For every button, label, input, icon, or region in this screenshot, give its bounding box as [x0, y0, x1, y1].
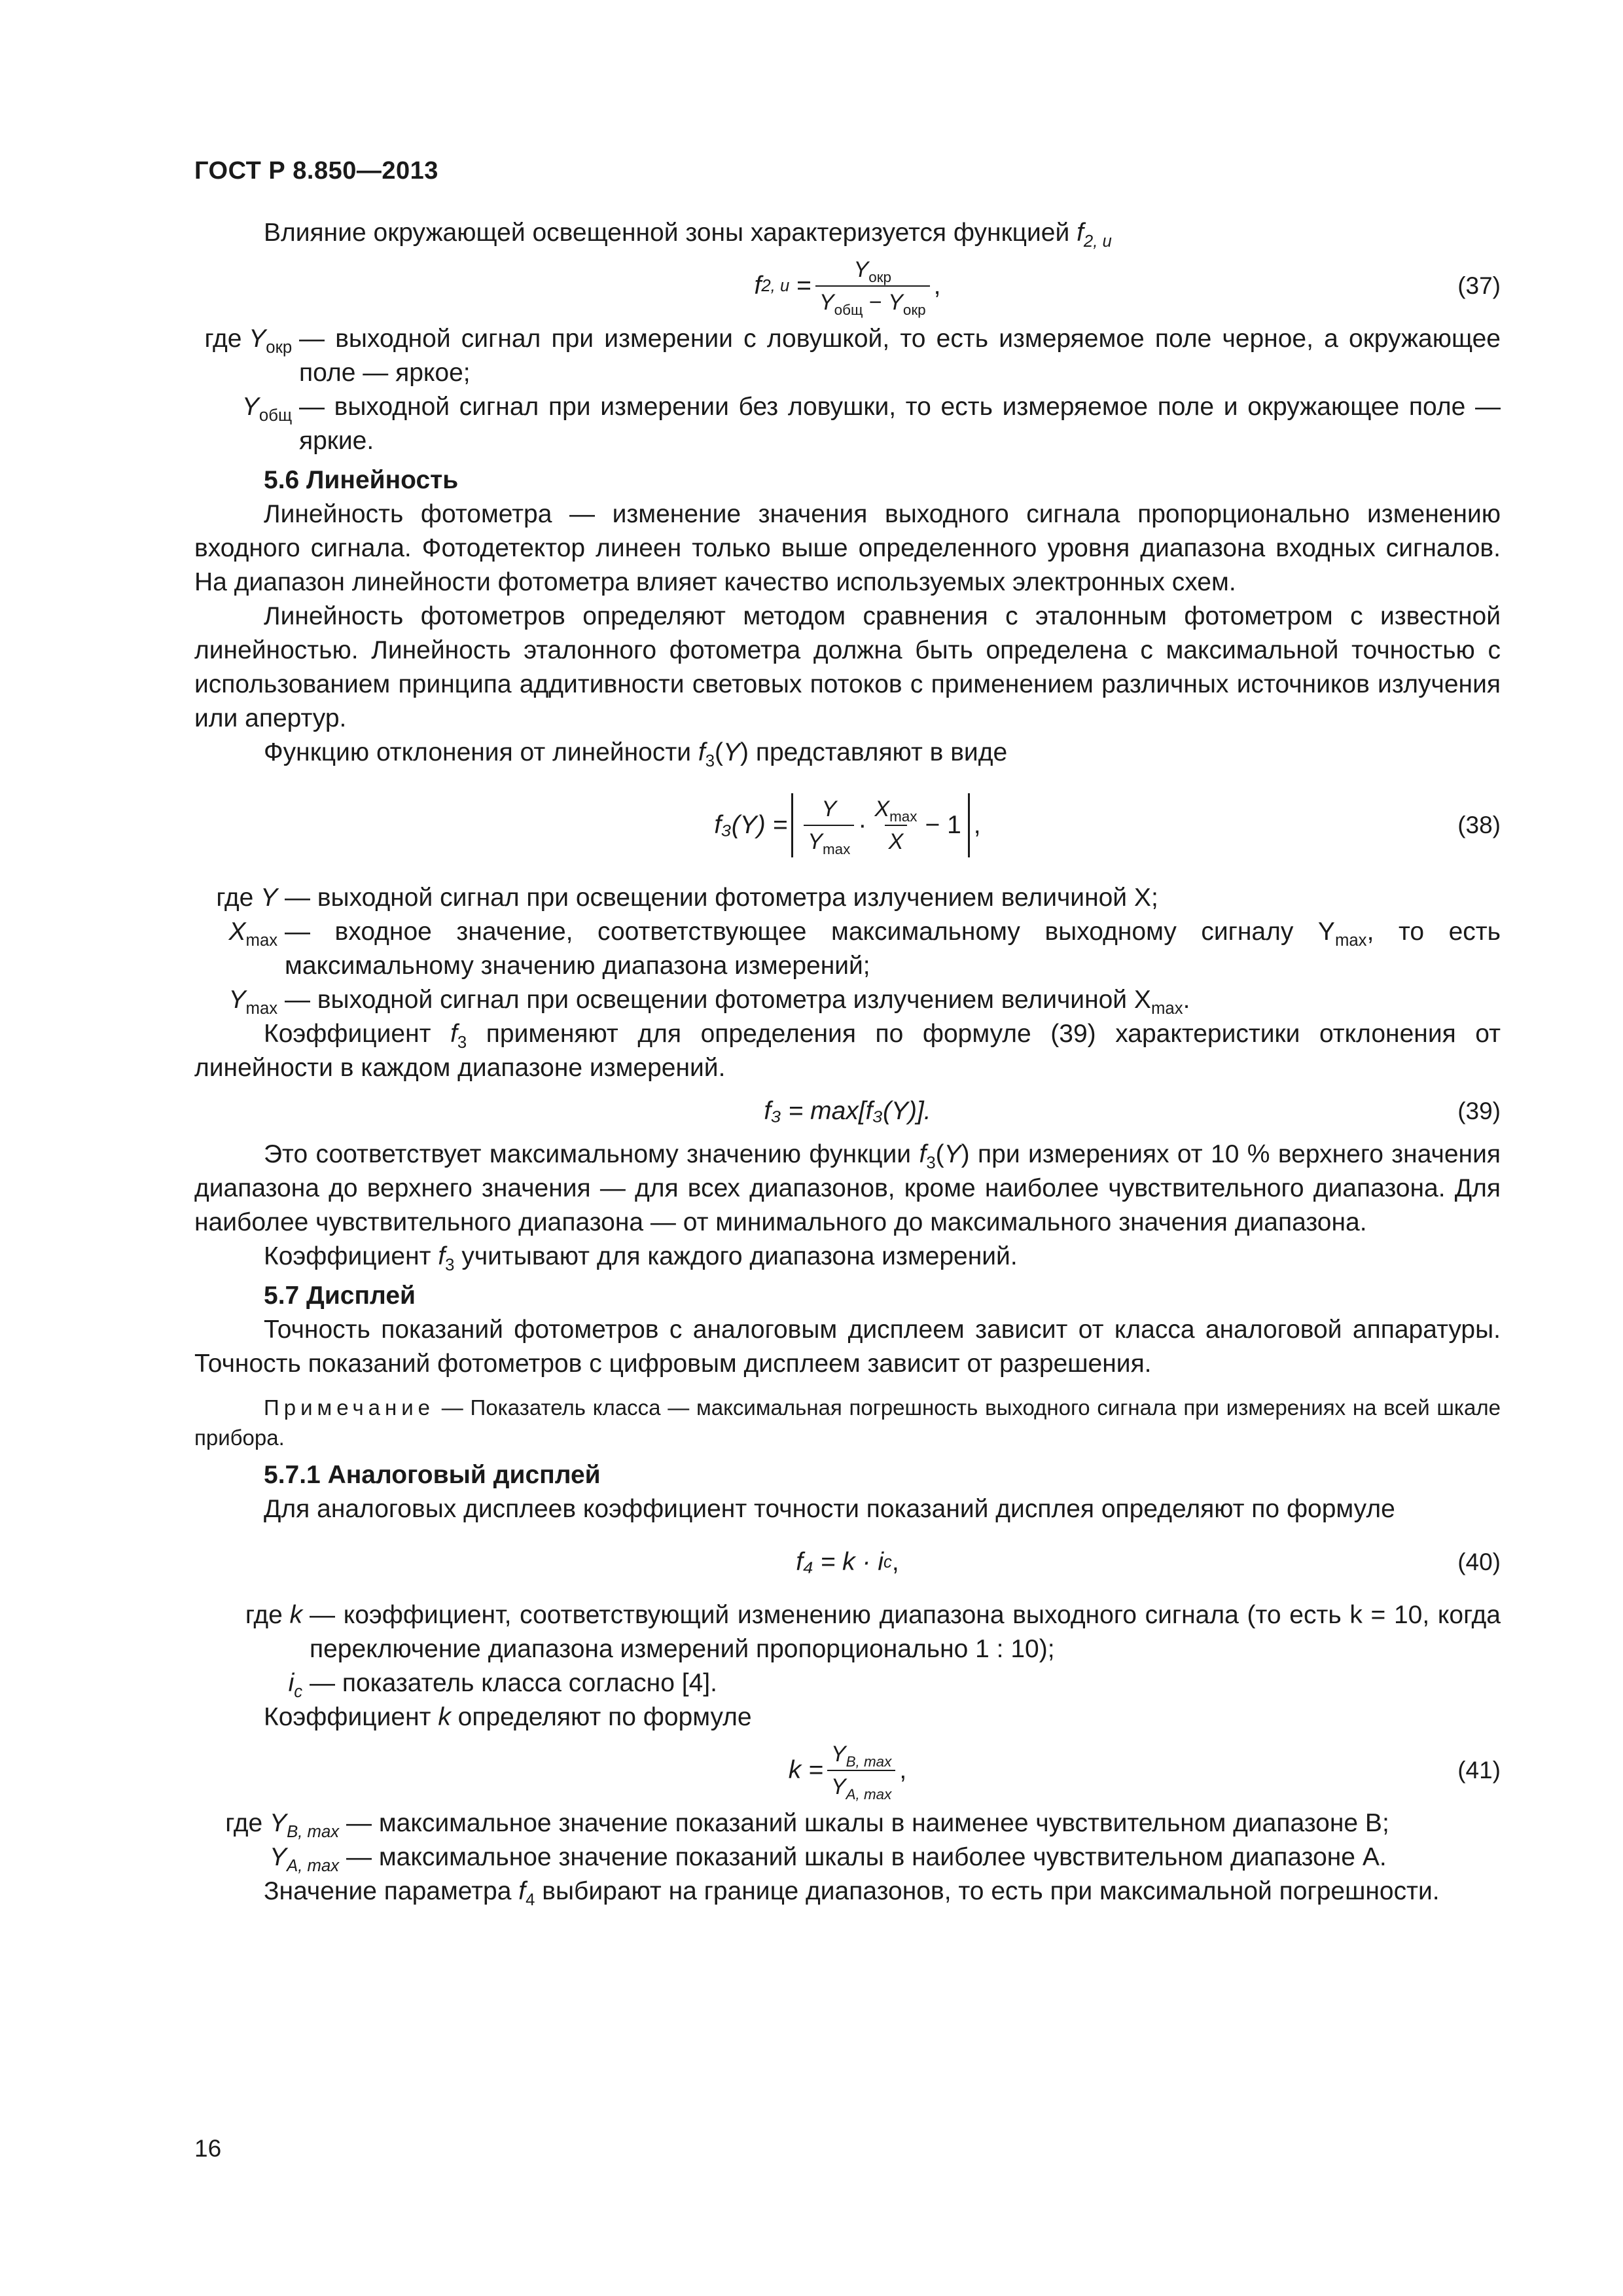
formula-40: f₄ = k · i c , (40) — [194, 1526, 1501, 1598]
formula-number: (41) — [1457, 1757, 1501, 1784]
formula-number: (40) — [1457, 1549, 1501, 1575]
definition-item: где Y — выходной сигнал при освещении фотометра излучением величиной X; — [216, 884, 1158, 912]
formula-41: k = $\frac{Y_{B, max}}{Y_{A, max}}$ , (41) — [788, 1742, 1501, 1803]
paragraph-intro: Влияние окружающей освещенной зоны характеризуется функцией $f_{2, u}$ — [264, 219, 1112, 251]
definition-item: $Y_{max}$ — выходной сигнал при освещении фотометра излучением величиной $X_{max}$. — [228, 986, 1190, 1018]
paragraph: Коэффициент k определяют по формуле — [264, 1703, 752, 1731]
page-number: 16 — [194, 2135, 222, 2162]
document-header: ГОСТ Р 8.850—2013 — [194, 157, 438, 185]
definition-item: $X_{max}$ — входное значение, соответствующее максимальному выходному сигналу $Y_{max}$, то есть максимальному значению диапазона измерений; — [228, 918, 1501, 980]
formula-37: f 2, u = $\frac{Y_{окр}}{Y_{общ} - Y_{окр}}$ , (37) — [754, 257, 1501, 318]
definition-item: где k — коэффициент, соответствующий изменению диапазона выходного сигнала (то есть k = 10, когда переключение диапазона измерений пропорционально 1 : 10); — [245, 1601, 1501, 1663]
paragraph: Коэффициент $f_3$ применяют для определения по формуле (39) характеристики отклонения от линейности в каждом диапазоне измерений. — [194, 1020, 1501, 1082]
note: Примечание — Показатель класса — максимальная погрешность выходного сигнала при измерениях на всей шкале прибора. — [194, 1395, 1501, 1450]
formula-38: f₃(Y) = $\frac{Y}{Y_{max}}$ · $\frac{X_{max}}{X}$ − 1 , (38) — [194, 770, 1501, 881]
section-heading-5-7: 5.7 Дисплей — [264, 1282, 416, 1310]
fraction: $\frac{Y_{B, max}}{Y_{A, max}}$ — [827, 1741, 896, 1800]
formula-number: (38) — [1457, 812, 1501, 838]
paragraph: Линейность фотометра — изменение значения выходного сигнала пропорционально изменению входного сигнала. Фотодетектор линеен только выше определенного уровня диапазона входных сигналов. На диапазон линейности фотометра влияет качество используемых электронных схем. — [194, 500, 1501, 596]
absolute-value: $\frac{Y}{Y_{max}}$ · $\frac{X_{max}}{X}$ − 1 — [791, 793, 969, 857]
definition-item: $i_c$ — показатель класса согласно [4]. — [288, 1669, 717, 1701]
formula-number: (37) — [1457, 272, 1501, 299]
paragraph: Это соответствует максимальному значению функции $f_3(Y)$ при измерениях от 10 % верхнего значения диапазона до верхнего значения — для всех диапазонов, кроме наиболее чувствительного диапазона. Для наиболее чувствительного диапазона — от минимального до максимального значения диапазона. — [194, 1140, 1501, 1236]
paragraph: Для аналоговых дисплеев коэффициент точности показаний дисплея определяют по формуле — [264, 1495, 1395, 1523]
formula-number: (39) — [1457, 1098, 1501, 1124]
section-heading-5-7-1: 5.7.1 Аналоговый дисплей — [264, 1461, 601, 1489]
fraction: $\frac{Y_{окр}}{Y_{общ} - Y_{окр}}$ — [815, 257, 930, 315]
paragraph: Линейность фотометров определяют методом сравнения с эталонным фотометром с известной линейностью. Линейность эталонного фотометра должна быть определена с максимальной точностью с использованием принципа аддитивности световых потоков с применением различных источников излучения или апертур. — [194, 602, 1501, 732]
section-heading-5-6: 5.6 Линейность — [264, 466, 459, 494]
definition-item: $Y_{A, max}$ — максимальное значение показаний шкалы в наиболее чувствительном диапазоне A. — [270, 1843, 1387, 1875]
document-body — [194, 216, 1501, 1909]
paragraph: Значение параметра $f_4$ выбирают на границе диапазонов, то есть при максимальной погрешности. — [264, 1877, 1440, 1909]
definition-item: где $Y_{окр}$ — выходной сигнал при измерении с ловушкой, то есть измеряемое поле черное, а окружающее поле — яркое; — [204, 325, 1501, 387]
paragraph: Коэффициент $f_3$ учитывают для каждого диапазона измерений. — [264, 1242, 1018, 1274]
definition-item: где $Y_{B, max}$ — максимальное значение показаний шкалы в наименее чувствительном диапазоне B; — [225, 1809, 1389, 1841]
paragraph: Точность показаний фотометров с аналоговым дисплеем зависит от класса аналоговой аппаратуры. Точность показаний фотометров с цифровым дисплеем зависит от разрешения. — [194, 1316, 1501, 1378]
definition-item: $Y_{общ}$ — выходной сигнал при измерении без ловушки, то есть измеряемое поле и окружающее поле — яркие. — [241, 393, 1501, 455]
paragraph: Функцию отклонения от линейности $f_3(Y)$ представляют в виде — [264, 738, 1008, 770]
formula-39: f₃ = max[f₃(Y)]. (39) — [194, 1085, 1501, 1138]
